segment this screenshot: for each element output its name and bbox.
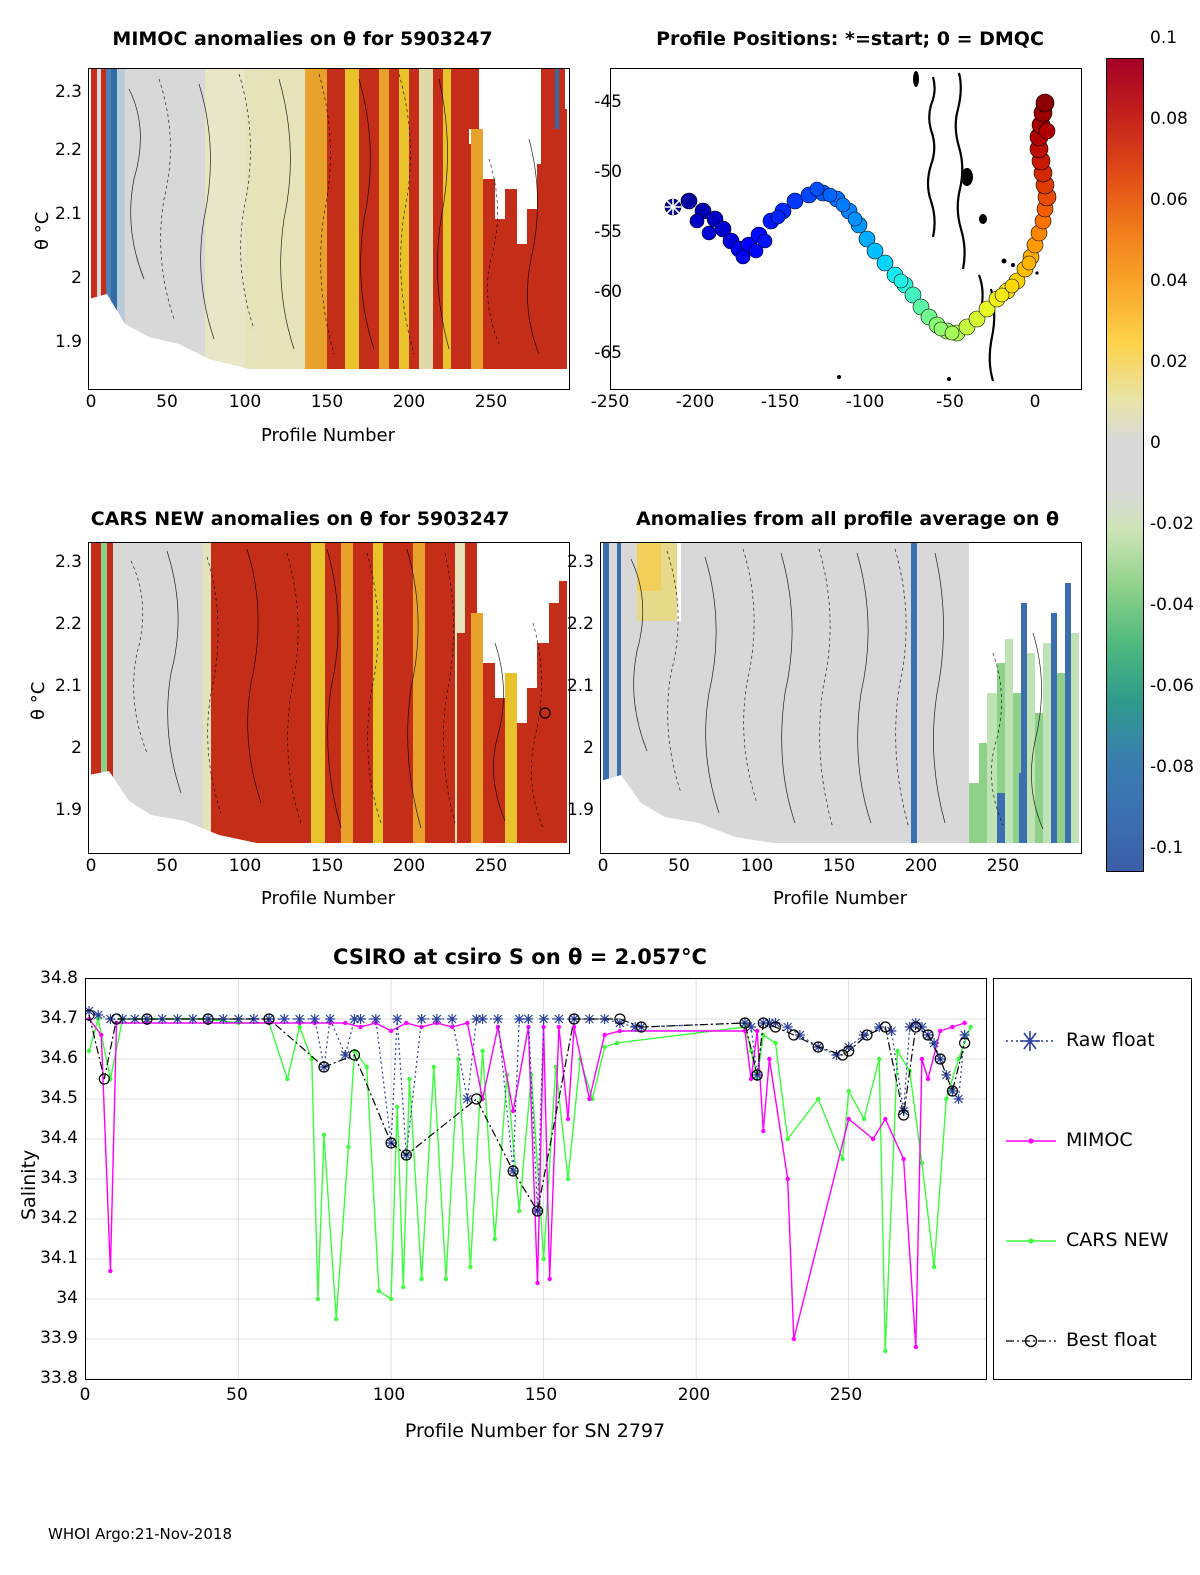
positions-plot [611, 69, 1081, 389]
csiro-plot [86, 979, 986, 1379]
csiro-ytick-2: 34 [56, 1288, 78, 1308]
footer-credit: WHOI Argo:21-Nov-2018 [48, 1525, 232, 1543]
positions-xtick-5: 0 [1029, 392, 1041, 412]
legend-label-best-float: Best float [1066, 1329, 1157, 1351]
colorbar-tick-7: -0.04 [1150, 595, 1194, 615]
positions-ytick-4: -45 [594, 92, 622, 112]
colorbar-tick-3: 0.04 [1150, 271, 1188, 291]
positions-xtick-4: -50 [936, 392, 964, 412]
legend-label-mimoc: MIMOC [1066, 1129, 1133, 1151]
allprof-axes [600, 542, 1082, 854]
allprof-xtick-3: 150 [822, 856, 856, 876]
colorbar-tick-8: -0.06 [1150, 676, 1194, 696]
legend-sample-raw-float [1006, 1031, 1056, 1051]
colorbar-tick-1: 0.08 [1150, 109, 1188, 129]
cars-ytick-0: 1.9 [54, 800, 82, 820]
csiro-xtick-2: 100 [372, 1385, 406, 1405]
csiro-ytick-3: 34.1 [40, 1248, 78, 1268]
legend-label-raw-float: Raw float [1066, 1029, 1155, 1051]
positions-ytick-0: -65 [594, 343, 622, 363]
legend-sample-mimoc [1006, 1138, 1056, 1143]
allprof-xtick-1: 50 [668, 856, 690, 876]
legend-sample-best-float [1006, 1336, 1056, 1347]
mimoc-xtick-3: 150 [310, 392, 344, 412]
allprof-xlabel: Profile Number [773, 888, 907, 909]
cars-axes [88, 542, 570, 854]
colorbar-tick-5: 0 [1150, 433, 1161, 453]
allprof-plot [601, 543, 1081, 853]
csiro-ytick-0: 33.8 [40, 1368, 78, 1388]
cars-xtick-2: 100 [228, 856, 262, 876]
allprof-title: Anomalies from all profile average on θ [635, 508, 1060, 530]
csiro-ytick-4: 34.2 [40, 1208, 78, 1228]
mimoc-ytick-0: 1.9 [54, 332, 82, 352]
csiro-xtick-4: 200 [677, 1385, 711, 1405]
positions-xtick-2: -150 [760, 392, 800, 412]
cars-title: CARS NEW anomalies on θ for 5903247 [90, 508, 510, 530]
mimoc-axes [88, 68, 570, 390]
colorbar-tick-0: 0.1 [1150, 28, 1178, 48]
positions-ytick-3: -50 [594, 162, 622, 182]
allprof-ytick-0: 1.9 [566, 800, 594, 820]
mimoc-plot [89, 69, 569, 389]
panel-mimoc [0, 0, 600, 470]
panel-csiro [0, 930, 1200, 1530]
cars-ytick-2: 2.1 [54, 676, 82, 696]
csiro-ytick-8: 34.6 [40, 1048, 78, 1068]
colorbar [1106, 58, 1144, 872]
cars-xtick-5: 250 [474, 856, 508, 876]
csiro-ytick-7: 34.5 [40, 1088, 78, 1108]
colorbar-tick-2: 0.06 [1150, 190, 1188, 210]
cars-xtick-1: 50 [156, 856, 178, 876]
csiro-ytick-10: 34.8 [40, 968, 78, 988]
legend-label-cars-new: CARS NEW [1066, 1229, 1169, 1251]
panel-positions [590, 0, 1100, 470]
mimoc-xtick-2: 100 [228, 392, 262, 412]
allprof-xtick-2: 100 [740, 856, 774, 876]
positions-axes [610, 68, 1082, 390]
legend-sample-cars-new [1006, 1238, 1056, 1243]
cars-plot [89, 543, 569, 853]
allprof-ytick-3: 2.2 [566, 614, 594, 634]
mimoc-xtick-0: 0 [85, 392, 97, 412]
panel-cars [0, 490, 600, 930]
allprof-xtick-0: 0 [597, 856, 609, 876]
colorbar-tick-6: -0.02 [1150, 514, 1194, 534]
mimoc-ytick-1: 2 [71, 268, 82, 288]
positions-xtick-1: -200 [675, 392, 715, 412]
csiro-legend [993, 978, 1192, 1380]
mimoc-ytick-2: 2.1 [54, 204, 82, 224]
csiro-axes [85, 978, 987, 1380]
mimoc-xtick-5: 250 [474, 392, 508, 412]
colorbar-tick-9: -0.08 [1150, 757, 1194, 777]
allprof-xtick-4: 200 [904, 856, 938, 876]
mimoc-ylabel: θ °C [32, 211, 53, 250]
cars-ytick-4: 2.3 [54, 552, 82, 572]
cars-xtick-0: 0 [85, 856, 97, 876]
cars-ylabel: θ °C [28, 681, 49, 720]
mimoc-title: MIMOC anomalies on θ for 5903247 [112, 28, 493, 50]
positions-title: Profile Positions: *=start; 0 = DMQC [656, 28, 1044, 50]
csiro-ytick-6: 34.4 [40, 1128, 78, 1148]
panel-allprofile [566, 490, 1110, 930]
csiro-xlabel: Profile Number for SN 2797 [404, 1420, 666, 1442]
allprof-ytick-1: 2 [583, 738, 594, 758]
cars-xlabel: Profile Number [261, 888, 395, 909]
mimoc-xlabel: Profile Number [261, 425, 395, 446]
cars-ytick-1: 2 [71, 738, 82, 758]
csiro-xtick-5: 250 [829, 1385, 863, 1405]
positions-ytick-2: -55 [594, 222, 622, 242]
csiro-ylabel: Salinity [18, 1149, 40, 1220]
mimoc-ytick-3: 2.2 [54, 140, 82, 160]
positions-xtick-3: -100 [845, 392, 885, 412]
colorbar-tick-4: 0.02 [1150, 352, 1188, 372]
csiro-ytick-5: 34.3 [40, 1168, 78, 1188]
mimoc-xtick-4: 200 [392, 392, 426, 412]
mimoc-xtick-1: 50 [156, 392, 178, 412]
csiro-ytick-9: 34.7 [40, 1008, 78, 1028]
mimoc-ytick-4: 2.3 [54, 82, 82, 102]
colorbar-gradient [1107, 59, 1143, 871]
allprof-xtick-5: 250 [986, 856, 1020, 876]
positions-xtick-0: -250 [590, 392, 630, 412]
positions-ytick-1: -60 [594, 282, 622, 302]
csiro-xtick-3: 150 [524, 1385, 558, 1405]
cars-xtick-4: 200 [392, 856, 426, 876]
allprof-ytick-4: 2.3 [566, 552, 594, 572]
csiro-title: CSIRO at csiro S on θ = 2.057°C [333, 945, 707, 969]
colorbar-tick-10: -0.1 [1150, 838, 1184, 858]
cars-xtick-3: 150 [310, 856, 344, 876]
cars-ytick-3: 2.2 [54, 614, 82, 634]
allprof-ytick-2: 2.1 [566, 676, 594, 696]
csiro-ytick-1: 33.9 [40, 1328, 78, 1348]
csiro-xtick-0: 0 [79, 1385, 91, 1405]
csiro-xtick-1: 50 [226, 1385, 248, 1405]
